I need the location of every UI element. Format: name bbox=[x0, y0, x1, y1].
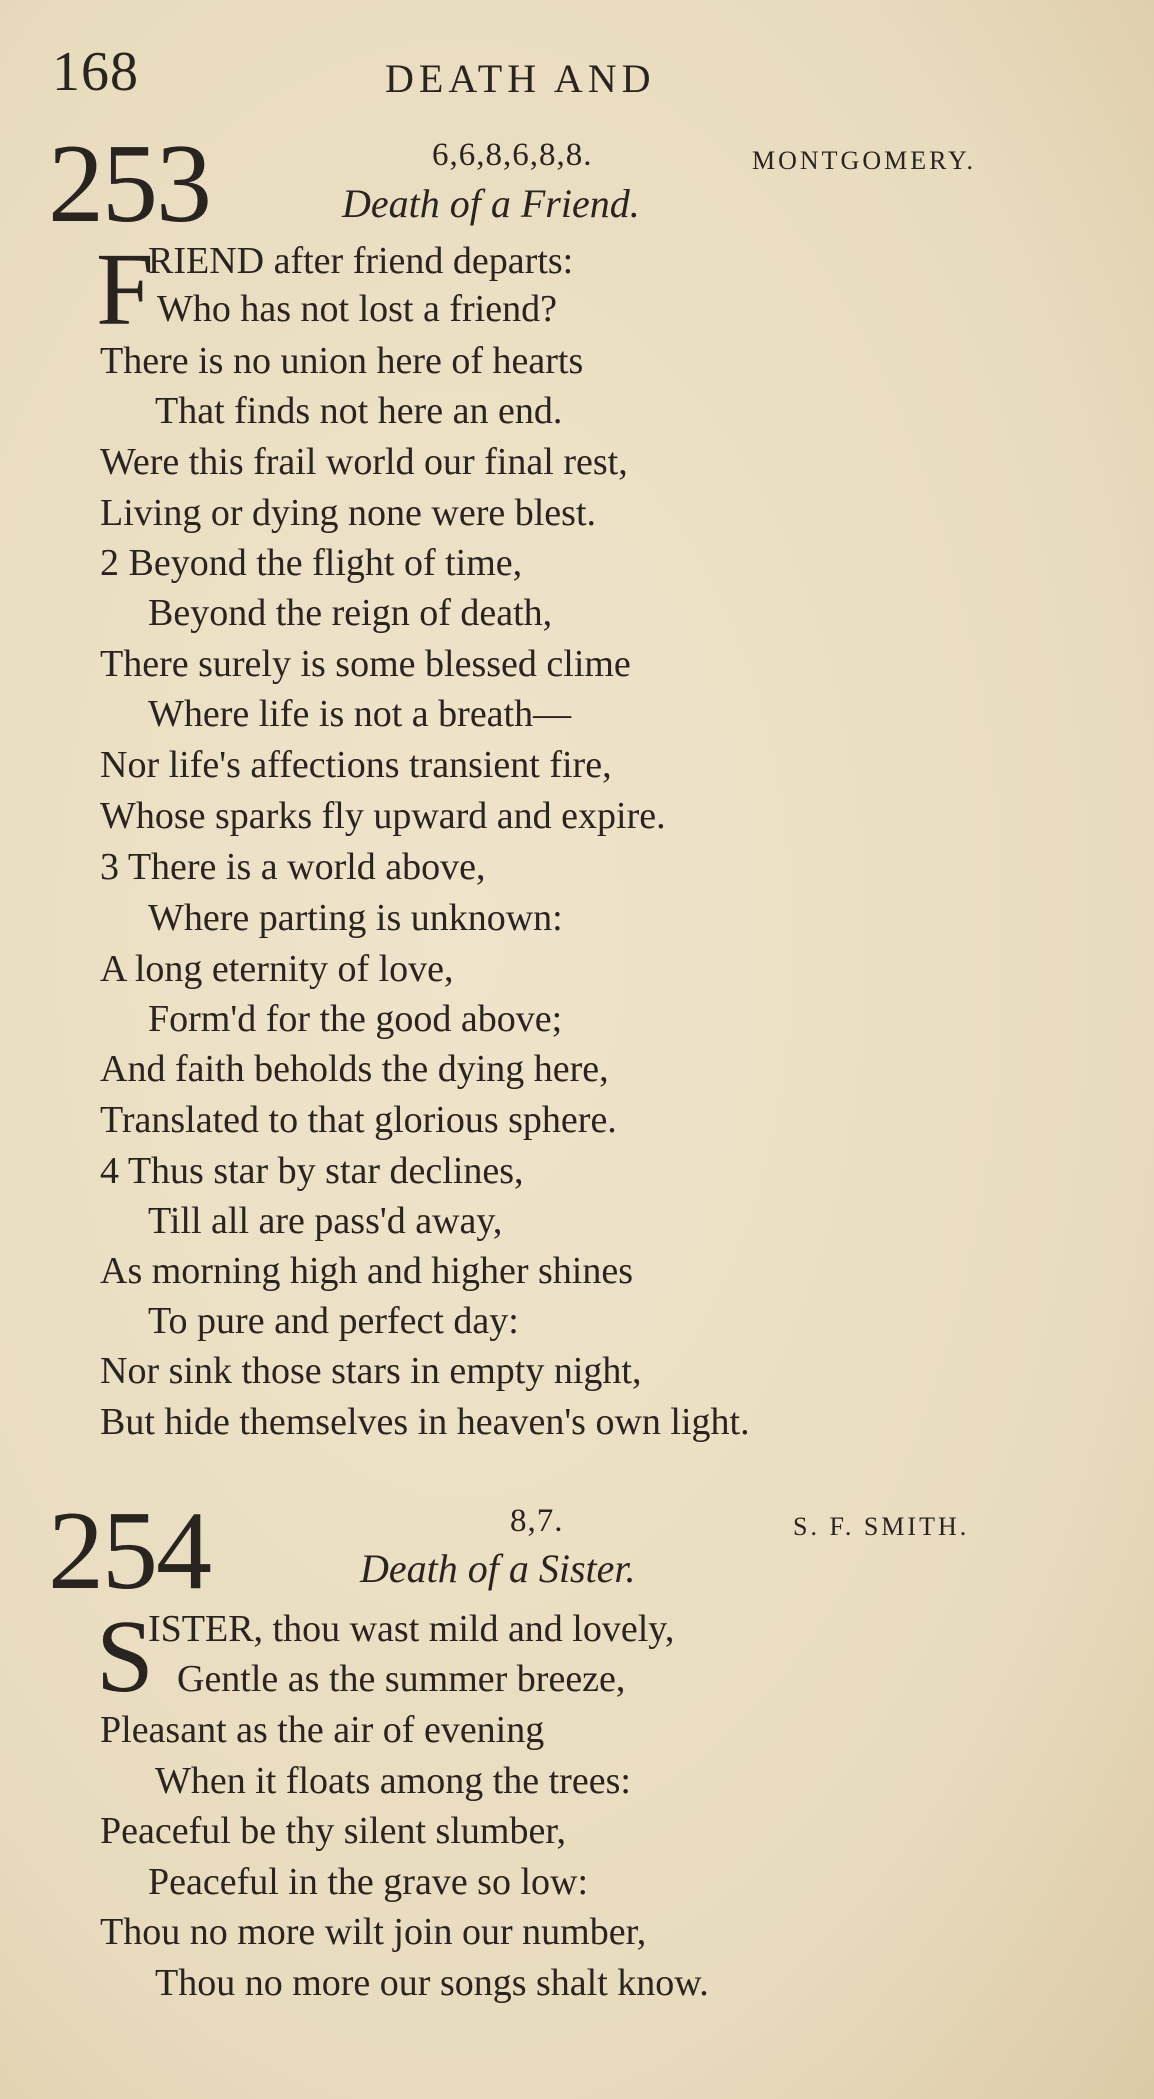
verse-line: Nor life's affections transient fire, bbox=[100, 744, 612, 786]
page-number: 168 bbox=[52, 41, 139, 103]
verse-line: ISTER, thou wast mild and lovely, bbox=[148, 1608, 675, 1650]
verse-line: Living or dying none were blest. bbox=[100, 492, 597, 534]
verse-line: There is no union here of hearts bbox=[100, 340, 584, 382]
hymn-number: 253 bbox=[48, 122, 210, 246]
verse-line: Till all are pass'd away, bbox=[148, 1200, 503, 1242]
verse-line: Nor sink those stars in empty night, bbox=[100, 1350, 642, 1392]
drop-cap: S bbox=[96, 1599, 154, 1714]
hymn-meter: 8,7. bbox=[510, 1503, 564, 1539]
verse-line: To pure and perfect day: bbox=[148, 1300, 519, 1342]
verse-line: Peaceful be thy silent slumber, bbox=[100, 1810, 566, 1852]
verse-line: 2 Beyond the flight of time, bbox=[100, 542, 523, 584]
verse-line: 3 There is a world above, bbox=[100, 846, 486, 888]
running-head: DEATH AND bbox=[385, 56, 656, 101]
verse-line: As morning high and higher shines bbox=[100, 1250, 634, 1292]
verse-line: Gentle as the summer breeze, bbox=[177, 1658, 626, 1700]
hymn-tune: MONTGOMERY. bbox=[752, 146, 976, 175]
hymn-meter: 6,6,8,6,8,8. bbox=[432, 137, 593, 173]
verse-line: That finds not here an end. bbox=[155, 390, 563, 432]
verse-line: RIEND after friend departs: bbox=[148, 240, 574, 282]
verse-line: Where life is not a breath— bbox=[148, 693, 572, 735]
drop-cap: F bbox=[96, 232, 154, 347]
verse-line: A long eternity of love, bbox=[100, 948, 454, 990]
verse-line: Beyond the reign of death, bbox=[148, 592, 553, 634]
verse-line: Thou no more our songs shalt know. bbox=[155, 1962, 709, 2004]
hymn-number: 254 bbox=[48, 1489, 210, 1613]
verse-line: But hide themselves in heaven's own light. bbox=[100, 1401, 750, 1443]
hymn-subtitle: Death of a Friend. bbox=[342, 181, 640, 226]
verse-line: Where parting is unknown: bbox=[148, 897, 563, 939]
verse-line: And faith beholds the dying here, bbox=[100, 1048, 609, 1090]
verse-line: Pleasant as the air of evening bbox=[100, 1709, 545, 1751]
hymn-tune: S. F. SMITH. bbox=[793, 1512, 970, 1541]
verse-line: When it floats among the trees: bbox=[155, 1760, 631, 1802]
verse-line: Peaceful in the grave so low: bbox=[148, 1861, 589, 1903]
verse-line: 4 Thus star by star declines, bbox=[100, 1150, 524, 1192]
verse-line: Form'd for the good above; bbox=[148, 998, 563, 1040]
verse-line: Who has not lost a friend? bbox=[157, 288, 557, 330]
verse-line: There surely is some blessed clime bbox=[100, 643, 631, 685]
verse-line: Were this frail world our final rest, bbox=[100, 441, 628, 483]
verse-line: Translated to that glorious sphere. bbox=[100, 1099, 617, 1141]
verse-line: Whose sparks fly upward and expire. bbox=[100, 795, 666, 837]
hymn-subtitle: Death of a Sister. bbox=[360, 1546, 636, 1591]
verse-line: Thou no more wilt join our number, bbox=[100, 1911, 647, 1953]
